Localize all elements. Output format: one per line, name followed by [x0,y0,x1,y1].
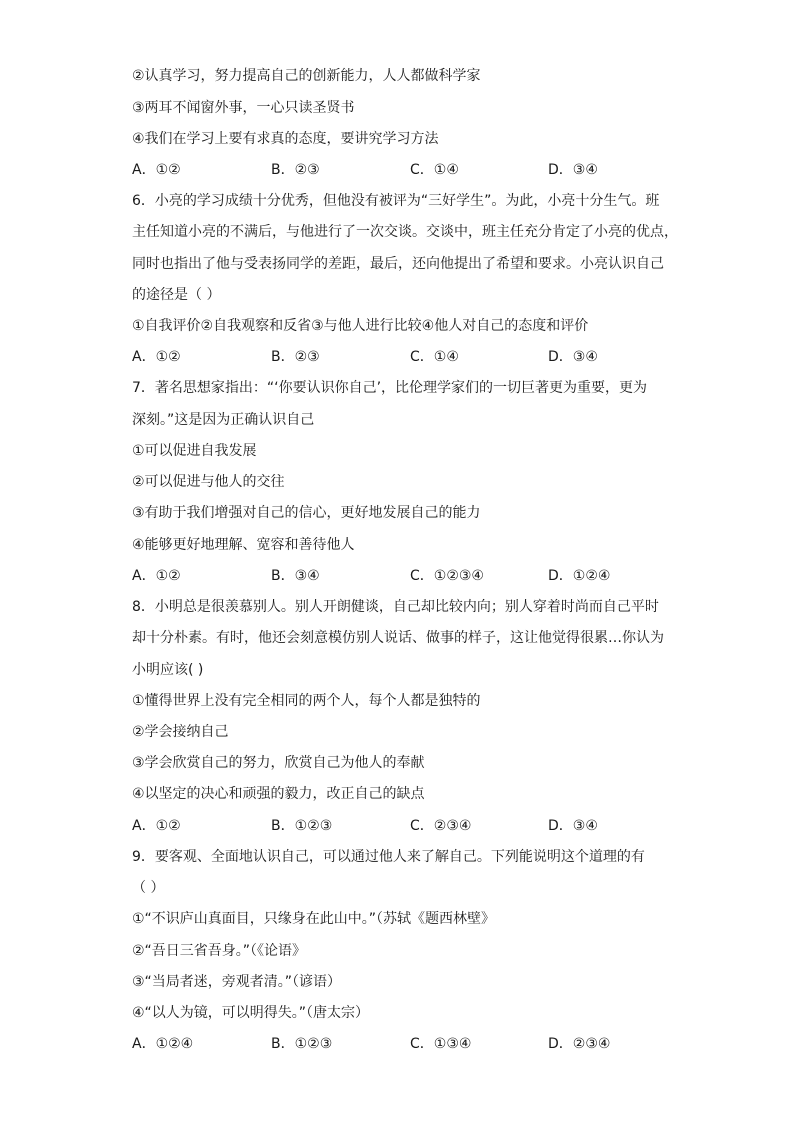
q6-stem-line-3: 同时也指出了他与受表扬同学的差距，最后，还向他提出了希望和要求。小亮认识自己 [132,256,664,272]
q7-option-d: D．①②④ [548,568,611,584]
q5-option-c: C．①④ [410,162,459,178]
q8-item-4: ④以坚定的决心和顽强的毅力，改正自己的缺点 [132,786,425,802]
q7-option-a: A．①② [132,568,181,584]
q6-stem-line-4: 的途径是（ ） [132,287,221,303]
q5-item-4: ④我们在学习上要有求真的态度，要讲究学习方法 [132,131,439,147]
q8-option-a: A．①② [132,818,181,834]
q6-option-b: B．②③ [271,349,320,365]
q6-stem-line-2: 主任知道小亮的不满后，与他进行了一次交谈。交谈中，班主任充分肯定了小亮的优点， [132,224,678,240]
q7-stem-line-2: 深刻。”这是因为正确认识自己 [132,412,315,428]
q8-option-b: B．①②③ [271,818,333,834]
q7-item-3: ③有助于我们增强对自己的信心，更好地发展自己的能力 [132,505,481,521]
q8-option-d: D．③④ [548,818,598,834]
q7-option-b: B．③④ [271,568,320,584]
q5-item-2: ②认真学习，努力提高自己的创新能力，人人都做科学家 [132,68,481,84]
q7-item-2: ②可以促进与他人的交往 [132,474,285,490]
q9-stem-line-2: （ ） [132,880,165,896]
q5-option-a: A．①② [132,162,181,178]
q9-option-b: B．①②③ [271,1036,333,1052]
q6-item-1: ①自我评价②自我观察和反省③与他人进行比较④他人对自己的态度和评价 [132,318,589,334]
q9-option-a: A．①②④ [132,1036,194,1052]
q8-item-3: ③学会欣赏自己的努力，欣赏自己为他人的奉献 [132,755,425,771]
q8-item-1: ①懂得世界上没有完全相同的两个人，每个人都是独特的 [132,693,481,709]
q8-option-c: C．②③④ [410,818,472,834]
q6-option-a: A．①② [132,349,181,365]
q7-stem-line-1: 7．著名思想家指出：“‘你要认识你自己’，比伦理学家们的一切巨著更为重要，更为 [132,380,648,396]
q7-item-4: ④能够更好地理解、宽容和善待他人 [132,537,355,553]
q9-stem-line-1: 9．要客观、全面地认识自己，可以通过他人来了解自己。下列能说明这个道理的有 [132,849,645,865]
q9-option-d: D．②③④ [548,1036,611,1052]
q9-item-1: ①“不识庐山真面目，只缘身在此山中。”（苏轼《题西林壁》 [132,911,496,927]
q9-item-3: ③“当局者迷，旁观者清。”（谚语） [132,974,342,990]
q8-stem-line-3: 小明应该( ) [132,662,204,678]
q5-item-3: ③两耳不闻窗外事，一心只读圣贤书 [132,100,355,116]
q6-option-c: C．①④ [410,349,459,365]
q5-option-b: B．②③ [271,162,320,178]
q9-option-c: C．①③④ [410,1036,472,1052]
q9-item-2: ②“吾日三省吾身。”（《论语》 [132,943,307,959]
q7-option-c: C．①②③④ [410,568,484,584]
q5-option-d: D．③④ [548,162,598,178]
q7-item-1: ①可以促进自我发展 [132,443,257,459]
q8-item-2: ②学会接纳自己 [132,724,229,740]
q8-stem-line-1: 8．小明总是很羡慕别人。别人开朗健谈，自己却比较内向；别人穿着时尚而自己平时 [132,599,659,615]
q8-stem-line-2: 却十分朴素。有时，他还会刻意模仿别人说话、做事的样子，这让他觉得很累…你认为 [132,630,664,646]
q9-item-4: ④“以人为镜，可以明得失。”（唐太宗） [132,1005,370,1021]
q6-stem-line-1: 6．小亮的学习成绩十分优秀，但他没有被评为“三好学生”。为此，小亮十分生气。班 [132,193,660,209]
q6-option-d: D．③④ [548,349,598,365]
